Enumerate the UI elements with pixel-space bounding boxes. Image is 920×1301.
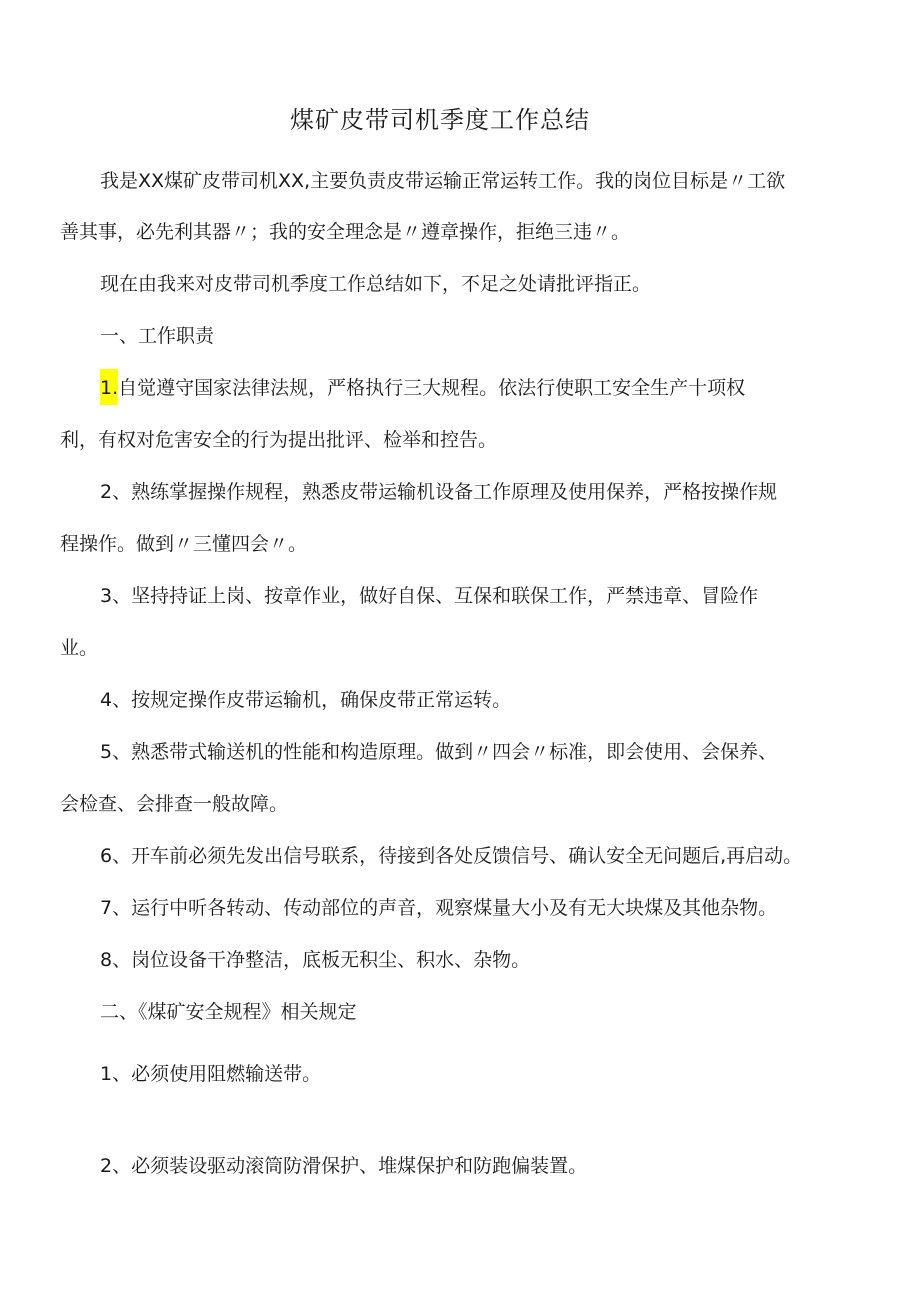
- duty-item-1-cont: 利，有权对危害安全的行为提出批评、检举和控告。: [60, 429, 498, 451]
- rule-item-1: 1、必须使用阻燃输送带。: [100, 1063, 322, 1085]
- summary-paragraph: 现在由我来对皮带司机季度工作总结如下，不足之处请批评指正。: [100, 273, 652, 295]
- duty-item-2: 2、熟练掌握操作规程，熟悉皮带运输机设备工作原理及使用保养，严格按操作规: [100, 481, 778, 503]
- duty-item-3: 3、坚持持证上岗、按章作业，做好自保、互保和联保工作，严禁违章、冒险作: [100, 585, 759, 607]
- duty-item-4: 4、按规定操作皮带运输机，确保皮带正常运转。: [100, 689, 512, 711]
- duty-item-5: 5、熟悉带式输送机的性能和构造原理。做到〃四会〃标准，即会使用、会保养、: [100, 741, 778, 763]
- duty-item-1-text: 自觉遵守国家法律法规，严格执行三大规程。依法行使职工安全生产十项权: [118, 377, 746, 399]
- page-title: 煤矿皮带司机季度工作总结: [290, 106, 590, 134]
- duty-item-8: 8、岗位设备干净整洁，底板无积尘、积水、杂物。: [100, 949, 531, 971]
- duty-item-2-cont: 程操作。做到〃三懂四会〃。: [60, 533, 308, 555]
- section-2-heading: 二、《煤矿安全规程》相关规定: [100, 1001, 357, 1023]
- duty-item-3-cont: 业。: [60, 637, 99, 659]
- duty-item-7: 7、运行中听各转动、传动部位的声音，观察煤量大小及有无大块煤及其他杂物。: [100, 897, 778, 919]
- duty-item-6: 6、开车前必须先发出信号联系，待接到各处反馈信号、确认安全无问题后,再启动。: [100, 845, 803, 867]
- section-1-heading: 一、工作职责: [100, 325, 215, 347]
- rule-item-2: 2、必须装设驱动滚筒防滑保护、堆煤保护和防跑偏装置。: [100, 1155, 588, 1177]
- intro-line-2: 善其事，必先利其器〃；我的安全理念是〃遵章操作，拒绝三违〃。: [60, 221, 631, 243]
- highlighted-number: 1.: [100, 369, 118, 405]
- intro-line-1: 我是XX煤矿皮带司机XX,主要负责皮带运输正常运转工作。我的岗位目标是〃工欲: [100, 170, 786, 192]
- duty-item-5-cont: 会检查、会排查一般故障。: [60, 793, 289, 815]
- duty-item-1: [100, 375, 745, 401]
